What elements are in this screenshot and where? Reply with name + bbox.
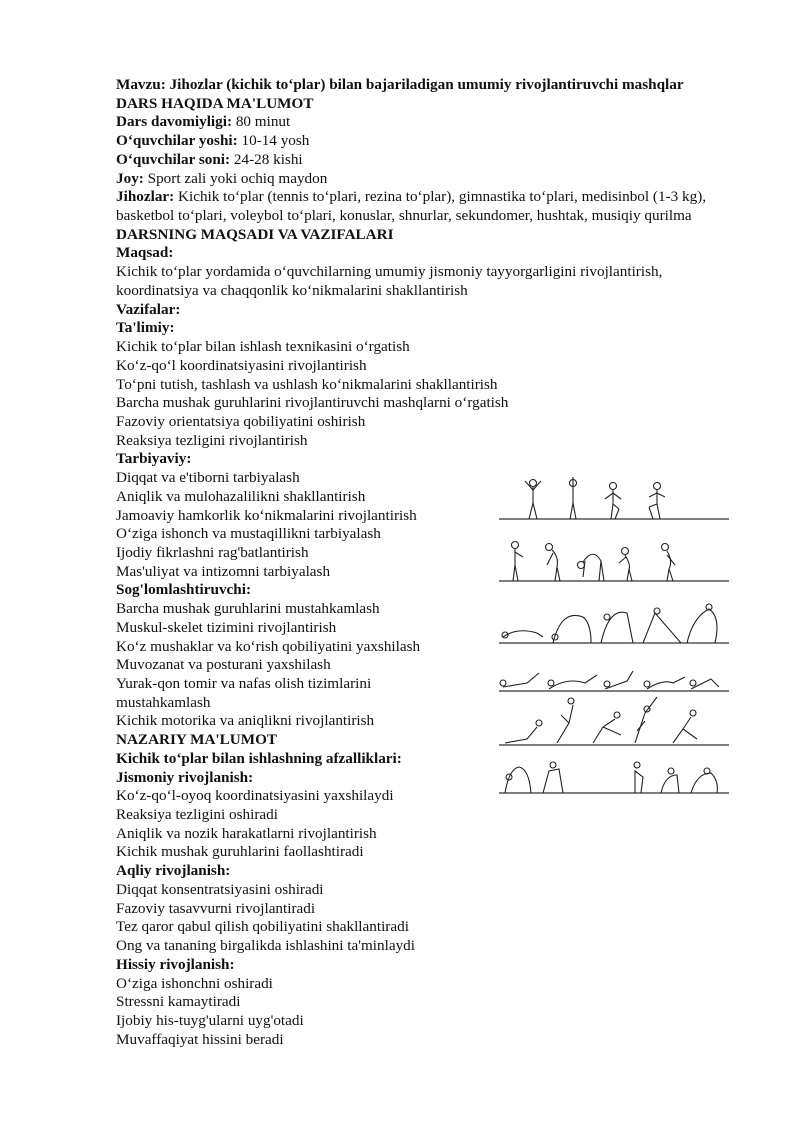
- list-item: Diqqat konsentratsiyasini oshiradi: [116, 880, 324, 898]
- place-value: Sport zali yoki ochiq maydon: [147, 169, 328, 187]
- count-line: [116, 151, 756, 170]
- figure-row-1: [499, 477, 729, 519]
- count-label: O‘quvchilar soni:: [116, 150, 231, 168]
- list-item: Reaksiya tezligini oshiradi: [116, 806, 278, 824]
- list-item: Ko‘z mushaklar va ko‘rish qobiliyatini yaxshilash: [116, 637, 421, 655]
- aim-line-2: koordinatsiya va chaqqonlik ko‘nikmalarini shakllantirish: [116, 281, 468, 299]
- list-item: O‘ziga ishonch va mustaqillikni tarbiyalash: [116, 525, 381, 543]
- figure-row-5: [499, 697, 729, 745]
- educational-label: Ta'limiy:: [116, 319, 175, 337]
- age-value: 10-14 yosh: [241, 132, 310, 150]
- exercise-figures-illustration: [497, 477, 733, 797]
- equipment-value: Kichik to‘plar (tennis to‘plari, rezina to‘plar), gimnastika to‘plari, medisinbol (1-3 kg),: [178, 188, 707, 206]
- theory-subheading: Kichik to‘plar bilan ishlashning afzalliklari:: [116, 749, 402, 767]
- lesson-info-heading: DARS HAQIDA MA'LUMOT: [116, 94, 314, 112]
- list-item: Reaksiya tezligini rivojlantirish: [116, 431, 308, 449]
- list-item: Fazoviy tasavvurni rivojlantiradi: [116, 899, 316, 917]
- figure-row-3: [499, 604, 729, 643]
- list-item: Muvozanat va posturani yaxshilash: [116, 656, 331, 674]
- list-item: Barcha mushak guruhlarini mustahkamlash: [116, 600, 380, 618]
- list-item: Ijobiy his-tuyg'ularni uyg'otadi: [116, 1011, 304, 1029]
- health-label: Sog'lomlashtiruvchi:: [116, 581, 252, 599]
- list-item: Kichik mushak guruhlarini faollashtiradi: [116, 843, 364, 861]
- list-item: Aniqlik va nozik harakatlarni rivojlantirish: [116, 824, 377, 842]
- list-item: Muskul-skelet tizimini rivojlantirish: [116, 618, 337, 636]
- list-item: O‘ziga ishonchni oshiradi: [116, 974, 273, 992]
- goals-heading: DARSNING MAQSADI VA VAZIFALARI: [116, 225, 394, 243]
- list-item: Aniqlik va mulohazalilikni shakllantirish: [116, 487, 366, 505]
- list-item: Tez qaror qabul qilish qobiliyatini shakllantiradi: [116, 918, 409, 936]
- list-item: Ko‘z-qo‘l-oyoq koordinatsiyasini yaxshilaydi: [116, 787, 394, 805]
- figure-row-4: [499, 671, 729, 691]
- age-label: O‘quvchilar yoshi:: [116, 132, 238, 150]
- topic-line: [116, 76, 756, 95]
- equipment-line: [116, 188, 756, 207]
- physical-label: Jismoniy rivojlanish:: [116, 768, 254, 786]
- list-item: Ko‘z-qo‘l koordinatsiyasini rivojlantirish: [116, 356, 367, 374]
- duration-value: 80 minut: [235, 113, 291, 131]
- list-item: Ong va tananing birgalikda ishlashini ta'minlaydi: [116, 937, 415, 955]
- list-item: Yurak-qon tomir va nafas olish tizimlarini mustahkamlash: [116, 675, 372, 711]
- figure-row-6: [499, 762, 729, 793]
- list-item: Stressni kamaytiradi: [116, 993, 241, 1011]
- duration-line: [116, 113, 756, 132]
- emotional-label: Hissiy rivojlanish:: [116, 955, 235, 973]
- list-item: Muvaffaqiyat hissini beradi: [116, 1030, 284, 1048]
- aim-line-1: Kichik to‘plar yordamida o‘quvchilarning umumiy jismoniy tayyorgarligini rivojlantirish,: [116, 263, 663, 281]
- list-item: To‘pni tutish, tashlash va ushlash ko‘nikmalarini shakllantirish: [116, 375, 498, 393]
- list-item: Ijodiy fikrlashni rag'batlantirish: [116, 543, 309, 561]
- tasks-label: Vazifalar:: [116, 300, 181, 318]
- topic-label: Mavzu:: [116, 76, 166, 93]
- equipment-label: Jihozlar:: [116, 188, 175, 206]
- list-item: Barcha mushak guruhlarini rivojlantiruvchi mashqlarni o‘rgatish: [116, 394, 509, 412]
- list-item: Diqqat va e'tiborni tarbiyalash: [116, 469, 300, 487]
- list-item: Mas'uliyat va intizomni tarbiyalash: [116, 562, 331, 580]
- count-value: 24-28 kishi: [233, 150, 303, 168]
- list-item: Fazoviy orientatsiya qobiliyatini oshirish: [116, 412, 366, 430]
- place-label: Joy:: [116, 169, 144, 187]
- equipment-line-cont: basketbol to‘plari, voleybol to‘plari, konuslar, shnurlar, sekundomer, hushtak, musiqiy qurilma: [116, 207, 692, 225]
- mental-label: Aqliy rivojlanish:: [116, 862, 231, 880]
- figure-row-2: [499, 542, 729, 582]
- list-item: Kichik to‘plar bilan ishlash texnikasini o‘rgatish: [116, 338, 410, 356]
- theory-heading: NAZARIY MA'LUMOT: [116, 731, 278, 749]
- aim-label: Maqsad:: [116, 244, 174, 262]
- list-item: Kichik motorika va aniqlikni rivojlantirish: [116, 712, 375, 730]
- exercise-figures-svg: [497, 477, 733, 797]
- place-line: [116, 170, 756, 189]
- duration-label: Dars davomiyligi:: [116, 113, 233, 131]
- age-line: [116, 132, 756, 151]
- topic-text: Jihozlar (kichik to‘plar) bilan bajariladigan umumiy rivojlantiruvchi mashqlar: [169, 76, 684, 93]
- list-item: Jamoaviy hamkorlik ko‘nikmalarini rivojlantirish: [116, 506, 417, 524]
- upbringing-label: Tarbiyaviy:: [116, 450, 192, 468]
